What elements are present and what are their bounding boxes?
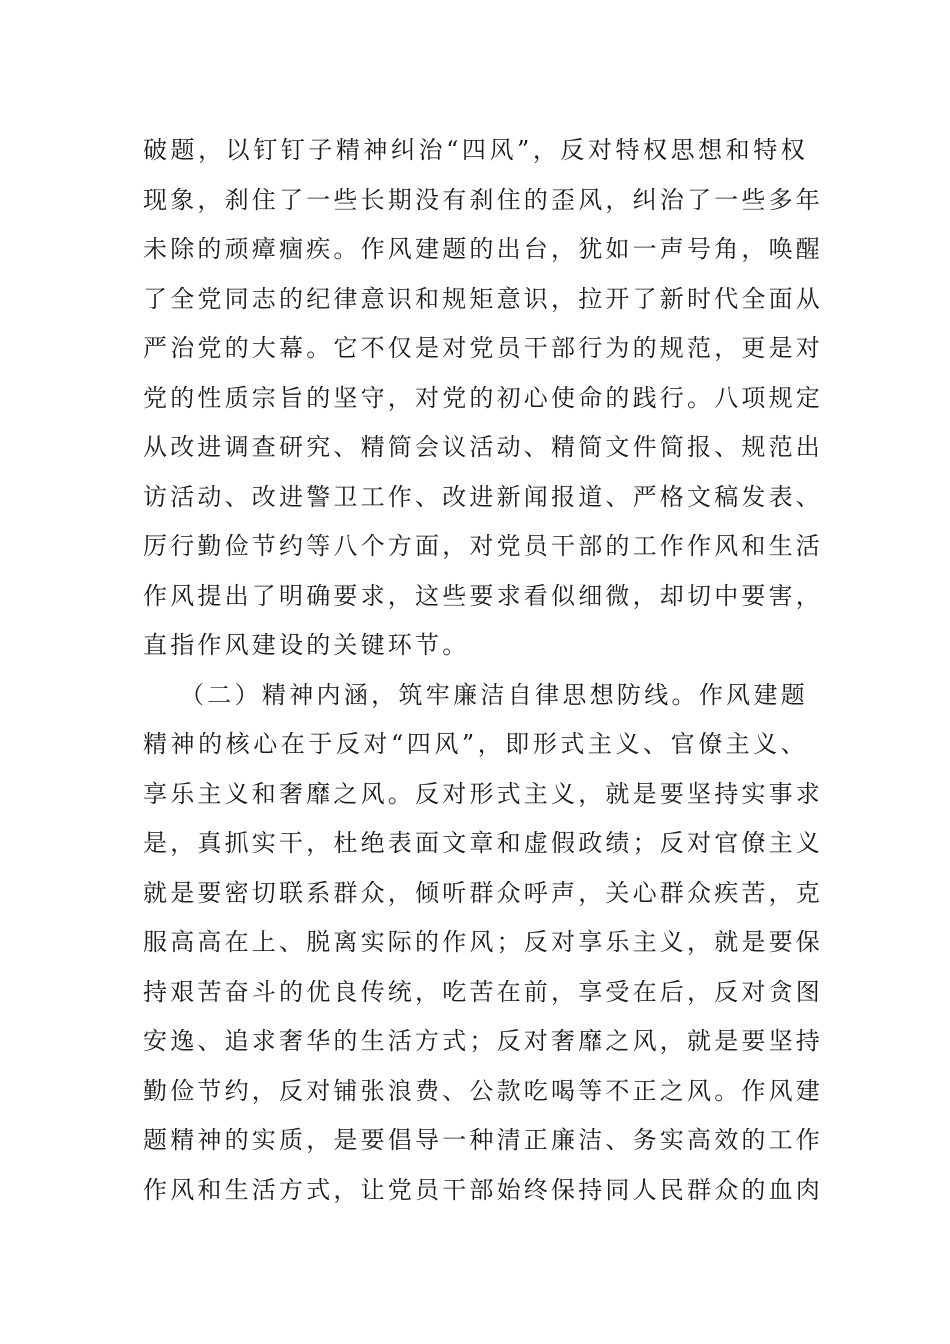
paragraph-line: 现象，刹住了一些长期没有刹住的歪风，纠治了一些多年 <box>143 185 823 214</box>
paragraph-line: 直指作风建设的关键环节。 <box>143 631 470 659</box>
paragraph-line: 党的性质宗旨的坚守，对党的初心使命的践行。八项规定 <box>143 383 823 412</box>
paragraph-line: 作风提出了明确要求，这些要求看似细微，却切中要害， <box>143 581 823 610</box>
paragraph-line: 破题，以钉钉子精神纠治“四风”，反对特权思想和特权 <box>143 136 808 164</box>
paragraph-line: 精神的核心在于反对“四风”，即形式主义、官僚主义、 <box>143 730 808 758</box>
paragraph-line: 厉行勤俭节约等八个方面，对党员干部的工作作风和生活 <box>143 532 823 560</box>
paragraph-line: 就是要密切联系群众，倾听群众呼声，关心群众疾苦，克 <box>143 878 823 907</box>
paragraph-line: 访活动、改进警卫工作、改进新闻报道、严格文稿发表、 <box>143 482 823 511</box>
paragraph-line: 了全党同志的纪律意识和规矩意识，拉开了新时代全面从 <box>143 284 823 313</box>
paragraph-line: 未除的顽瘴痼疾。作风建题的出台，犹如一声号角，唤醒 <box>143 235 823 263</box>
paragraph-line: 享乐主义和奢靡之风。反对形式主义，就是要坚持实事求 <box>143 779 823 808</box>
paragraph-line: 是，真抓实干，杜绝表面文章和虚假政绩；反对官僚主义 <box>143 829 823 857</box>
paragraph-line: 从改进调查研究、精简会议活动、精简文件简报、规范出 <box>143 433 823 461</box>
paragraph-line: 勤俭节约，反对铺张浪费、公款吃喝等不正之风。作风建 <box>143 1076 823 1105</box>
paragraph-line: 安逸、追求奢华的生活方式；反对奢靡之风，就是要坚持 <box>143 1027 823 1055</box>
paragraph-line: 服高高在上、脱离实际的作风；反对享乐主义，就是要保 <box>143 928 823 956</box>
paragraph-line: 严治党的大幕。它不仅是对党员干部行为的规范，更是对 <box>143 334 823 362</box>
section-heading-line: （二）精神内涵，筑牢廉洁自律思想防线。作风建题 <box>180 680 808 709</box>
paragraph-line: 持艰苦奋斗的优良传统，吃苦在前，享受在后，反对贪图 <box>143 977 823 1006</box>
paragraph-line: 作风和生活方式，让党员干部始终保持同人民群众的血肉 <box>143 1175 823 1204</box>
paragraph-line: 题精神的实质，是要倡导一种清正廉洁、务实高效的工作 <box>143 1126 823 1154</box>
body-text <box>143 126 823 1215</box>
